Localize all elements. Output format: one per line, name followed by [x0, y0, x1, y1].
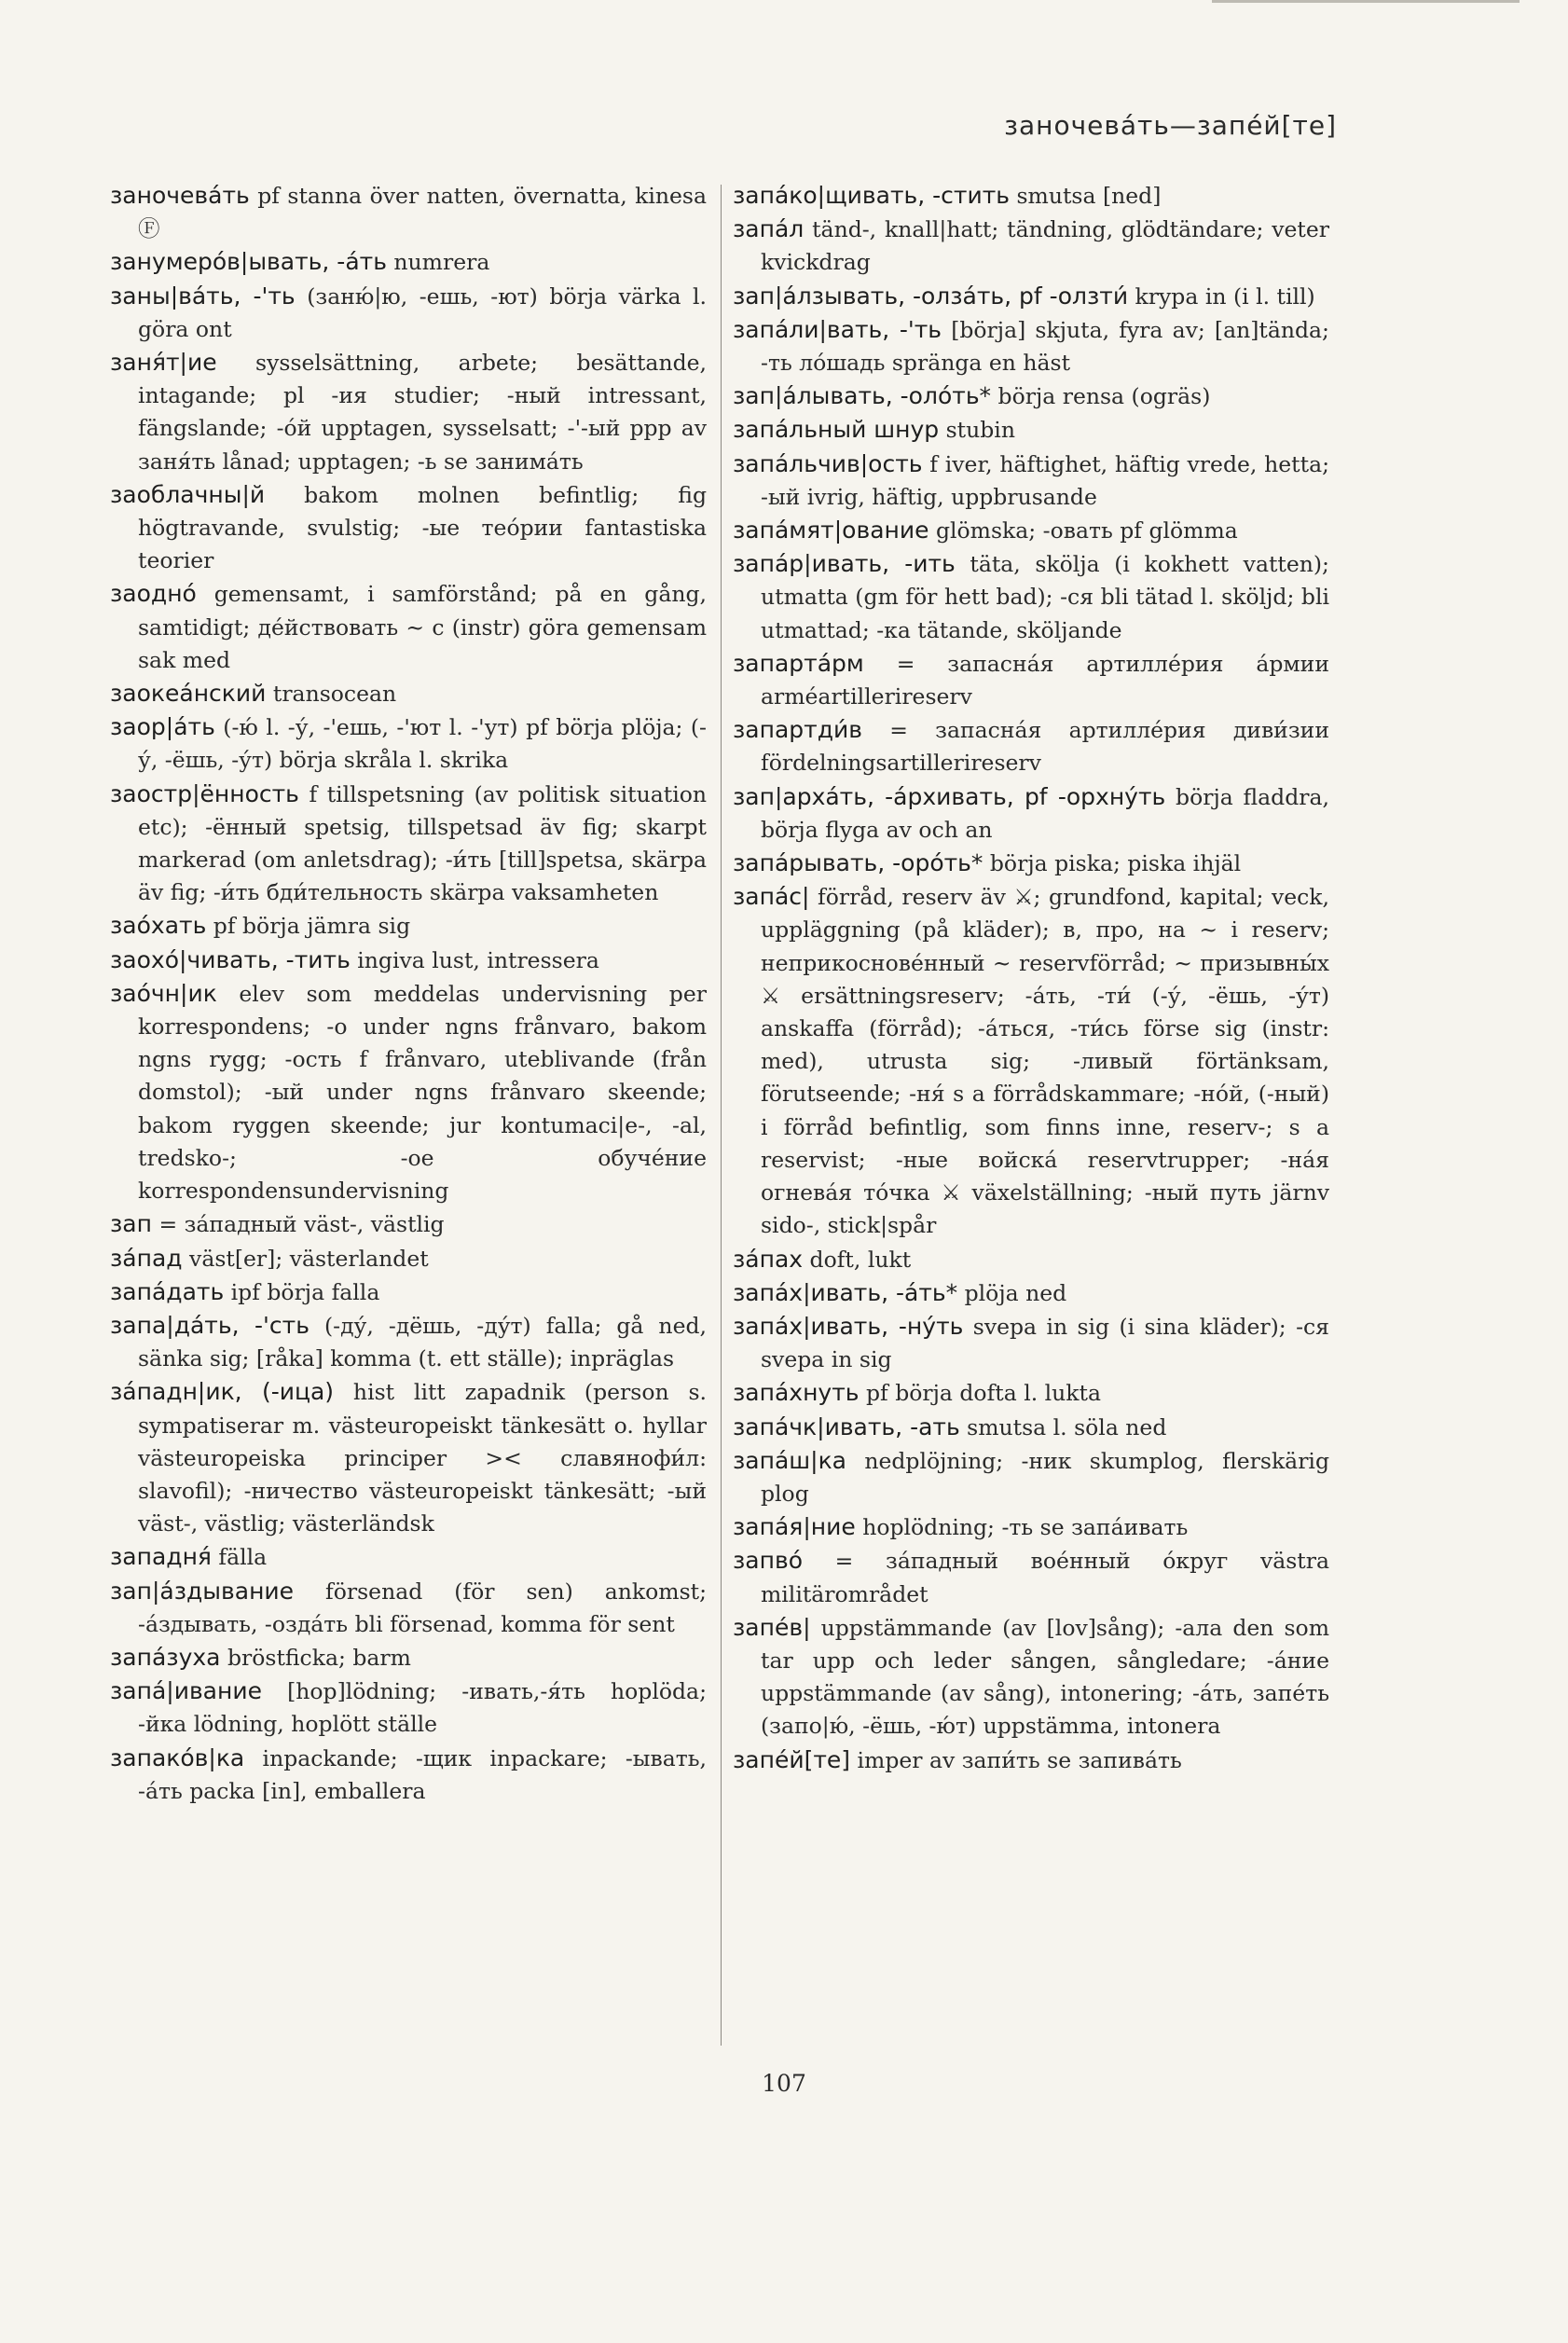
entry-definition: (-ду́, -дёшь, -ду́т) falla; gå ned, sänka sig; [råka] komma (t. ett ställe); inpräglas [138, 1312, 707, 1372]
entry-headword: запа|да́ть, -'сть [110, 1311, 309, 1339]
entry-definition: pf stanna över natten, övernatta, kinesa Ⓕ [138, 183, 707, 242]
entry-definition: förråd, reserv äv ⚔; grundfond, kapital; veck, uppläggning (på kläder); в, про, на ~ i reserv; неприкоснове́нный ~ reservförråd; ~ призывны́х ⚔ ersättningsreserv; -а́ть, -ти́ (-у́, -ёшь, -у́т) anskaffa (förråd); -а́ться, -ти́сь förse sig (instr: med), utrusta sig; -ливый förtänksam, förutseende; -ня́ s a förrådskammare; -но́й, (-ный) i förråd befintlig, som finns inne, reserv-; s a reservist; -ные войска́ reservtrupper; -на́я огнева́я то́чка ⚔ växelställning; -ный путь järnv sido-, stick|spår [761, 884, 1329, 1239]
entry-definition: krypa in (i l. till) [1128, 283, 1315, 310]
dictionary-entry [733, 1743, 1329, 1777]
dictionary-entry [110, 245, 707, 279]
entry-headword: запа́зуха [110, 1643, 221, 1671]
entry-headword: запво́ [733, 1547, 803, 1575]
entry-definition: inpackande; -щик inpackare; -ывать, -а́ть packa [in], emballera [138, 1744, 707, 1804]
dictionary-entry [733, 280, 1329, 313]
entry-definition: numrera [386, 249, 490, 276]
entry-headword: заодно́ [110, 580, 197, 608]
dictionary-entry [110, 179, 707, 245]
running-head: заночева́ть—запе́й[те] [1004, 110, 1337, 141]
dictionary-entry [110, 280, 707, 346]
entry-headword: запе́й[те] [733, 1745, 851, 1773]
entry-headword: зао́чн|ик [110, 979, 217, 1007]
dictionary-entry [110, 778, 707, 910]
entry-headword: запа́с| [733, 883, 810, 911]
entry-headword: запа́льный шнур [733, 416, 940, 444]
entry-definition: smutsa [ned] [1010, 183, 1162, 209]
entry-headword: запа́ко|щивать, -стить [733, 182, 1011, 209]
entry-definition: pf börja dofta l. lukta [859, 1380, 1102, 1407]
dictionary-entry [733, 1444, 1329, 1510]
dictionary-entry [733, 713, 1329, 779]
dictionary-entry [733, 1310, 1329, 1376]
entry-definition: sysselsättning, arbete; besättande, intagande; pl -ия studier; -ный intressant, fängslande; -о́й upptagen, sysselsatt; -'-ый ppp av заня́ть lånad; upptagen; -ь se занима́ть [138, 350, 707, 475]
entry-headword: зап|арха́ть, -а́рхивать, pf -орхну́ть [733, 782, 1166, 810]
dictionary-entry [733, 1510, 1329, 1544]
entry-headword: запа́|ивание [110, 1677, 262, 1705]
dictionary-entry [733, 647, 1329, 713]
dictionary-entry [110, 1375, 707, 1540]
entry-definition: börja rensa (ogräs) [991, 383, 1211, 410]
left-column [110, 179, 707, 1808]
entry-headword: заокеа́нский [110, 680, 267, 708]
dictionary-entry [110, 944, 707, 977]
entry-definition: fälla [211, 1544, 268, 1571]
dictionary-entry [733, 379, 1329, 413]
entry-definition: uppstämmande (av [lov]sång); -ала den som tar upp och leder sången, sångledare; -а́ние uppstämmande (av sång), intonering; -а́ть, запе́ть (запо|ю́, -ёшь, -ю́т) uppstämma, intonera [761, 1614, 1329, 1740]
column-divider [721, 185, 722, 2046]
dictionary-entry [110, 577, 707, 677]
dictionary-entry [733, 313, 1329, 379]
dictionary-entry [733, 1411, 1329, 1444]
dictionary-entry [110, 1742, 707, 1808]
entry-definition: täta, skölja (i kokhett vatten); utmatta (gm för hett bad); -ся bli tätad l. sköljd; bli utmattad; -ка tätande, sköljande [761, 551, 1329, 643]
entry-headword: зап|а́лзывать, -олза́ть, pf -олзти́ [733, 282, 1129, 310]
entry-definition: hist litt zapadnik (person s. sympatiserar m. västeuropeiskt tänkesätt o. hyllar västeuropeiska principer >< славянофи́л: slavofil); -ничество västeuropeiskt tänkesätt; -ый väst-, västlig; västerländsk [138, 1379, 708, 1537]
entry-definition: ipf börja falla [224, 1278, 380, 1305]
entry-definition: elev som meddelas undervisning per korrespondens; -о under ngns frånvaro, bakom ngns rygg; -ость f frånvaro, uteblivande (från domstol); -ый under ngns frånvaro skeende; bakom ryggen skeende; jur kontumaci|e-, -al, tredsko-; -ое обуче́ние korrespondensundervisning [138, 980, 707, 1205]
entry-definition: (-ю́ l. -у́, -'ешь, -'ют l. -'ут) pf börja plöja; (-у́, -ёшь, -у́т) börja skråla l. skrika [138, 714, 707, 774]
entry-headword: запа́дать [110, 1277, 225, 1305]
entry-definition: hoplödning; -ть se запа́ивать [855, 1514, 1189, 1541]
dictionary-entry [733, 1611, 1329, 1743]
dictionary-entry [733, 1544, 1329, 1610]
entry-headword: запа́рывать, -оро́ть* [733, 849, 983, 877]
entry-definition: ingiva lust, intressera [350, 946, 599, 973]
entry-definition: plöja ned [957, 1279, 1067, 1306]
entry-headword: запако́в|ка [110, 1743, 245, 1771]
top-rule [1212, 0, 1520, 3]
entry-definition: börja fladdra, börja flyga av och an [761, 783, 1329, 843]
entry-headword: заны|ва́ть, -'ть [110, 282, 296, 310]
dictionary-entry [110, 1641, 707, 1675]
entry-headword: запа́л [733, 215, 805, 243]
entry-definition: doft, lukt [803, 1246, 912, 1273]
dictionary-entry [733, 547, 1329, 647]
dictionary-entry [110, 1242, 707, 1275]
dictionary-entry [733, 1376, 1329, 1410]
right-column [733, 179, 1329, 1777]
entry-headword: запа́х|ивать, -а́ть* [733, 1278, 958, 1306]
entry-definition: pf börja jämra sig [206, 913, 411, 940]
entry-headword: запа́р|ивать, -ить [733, 550, 956, 578]
entry-headword: заоблачны|й [110, 480, 266, 508]
entry-headword: западня́ [110, 1543, 212, 1571]
entry-headword: запа́льчив|ость [733, 449, 923, 477]
entry-definition: smutsa l. söla ned [959, 1413, 1167, 1440]
entry-headword: запа́ш|ка [733, 1446, 846, 1474]
entry-headword: запа́чк|ивать, -ать [733, 1413, 960, 1440]
entry-definition: bakom molnen befintlig; fig högtravande, svulstig; -ые тео́рии fantastiska teorier [138, 481, 707, 574]
dictionary-entry [733, 448, 1329, 514]
entry-definition: gemensamt, i samförstånd; på en gång, samtidigt; де́йствовать ~ с (instr) göra gemensam sak med [138, 581, 707, 673]
entry-definition: tänd-, knall|hatt; tändning, glödtändare; veter kvickdrag [761, 216, 1329, 276]
entry-headword: зап|а́лывать, -оло́ть* [733, 382, 992, 410]
entry-definition: börja piska; piska ihjäl [983, 850, 1242, 877]
page-number: 107 [762, 2070, 806, 2097]
dictionary-entry [110, 1309, 707, 1375]
dictionary-entry [110, 1575, 707, 1641]
entry-headword: за́падн|ик, (-ица) [110, 1378, 335, 1406]
dictionary-entry [733, 514, 1329, 547]
entry-definition: (заню́|ю, -ешь, -ют) börja värka l. göra ont [138, 283, 707, 342]
entry-definition: = за́падный väst-, västlig [151, 1211, 445, 1238]
dictionary-entry [733, 213, 1329, 279]
dictionary-entry [110, 909, 707, 943]
entry-headword: запарта́рм [733, 649, 864, 677]
entry-definition: f iver, häftighet, häftig vrede, hetta; -ый ivrig, häftig, uppbrusande [761, 450, 1329, 510]
dictionary-entry [110, 1207, 707, 1241]
dictionary-entry [110, 1540, 707, 1574]
dictionary-entry [733, 1276, 1329, 1310]
dictionary-entry [110, 677, 707, 710]
entry-headword: зао́хать [110, 912, 207, 940]
entry-headword: за́пах [733, 1245, 804, 1273]
entry-headword: заостр|ённость [110, 779, 299, 807]
dictionary-entry [110, 977, 707, 1207]
entry-headword: запа́х|ивать, -ну́ть [733, 1312, 964, 1340]
entry-headword: заночева́ть [110, 182, 250, 209]
dictionary-entry [110, 1675, 707, 1741]
entry-headword: занумеро́в|ывать, -а́ть [110, 248, 387, 276]
entry-headword: за́пад [110, 1244, 183, 1272]
entry-definition: imper av запи́ть se запива́ть [850, 1746, 1182, 1773]
dictionary-entry [110, 710, 707, 777]
entry-definition: nedplöjning; -ник skumplog, flerskärig plog [761, 1447, 1329, 1507]
entry-definition: f tillspetsning (av politisk situation etc); -ённый spetsig, tillspetsad äv fig; skarpt markerad (om anletsdrag); -и́ть [till]spetsa, skärpa äv fig; -и́ть бди́тельность skärpa vaksamheten [138, 780, 707, 906]
entry-headword: зап|а́здывание [110, 1577, 295, 1605]
entry-headword: запа́ли|вать, -'ть [733, 315, 942, 343]
dictionary-entry [733, 1243, 1329, 1276]
entry-definition: stubin [939, 417, 1015, 444]
entry-definition: svepa in sig (i sina kläder); -ся svepa in sig [761, 1313, 1329, 1373]
dictionary-entry [110, 1275, 707, 1309]
entry-headword: запа́хнуть [733, 1379, 860, 1407]
entry-definition: [hop]lödning; -ивать,-я́ть hoplöda; -йка lödning, hoplött ställe [138, 1678, 707, 1738]
dictionary-entry [110, 478, 707, 578]
entry-headword: заня́т|ие [110, 349, 217, 377]
entry-headword: заохо́|чивать, -тить [110, 945, 351, 973]
entry-definition: glömska; -овать pf glömma [928, 517, 1238, 544]
entry-definition: = за́падный вое́нный о́круг västra militärområdet [761, 1548, 1329, 1607]
entry-definition: väst[er]; västerlandet [182, 1245, 429, 1272]
dictionary-entry [733, 847, 1329, 880]
dictionary-entry [110, 346, 707, 478]
entry-definition: = запасна́я артилле́рия диви́зии fördelningsartillerireserv [761, 717, 1329, 777]
entry-definition: [börja] skjuta, fyra av; [an]tända; -ть ло́шадь spränga en häst [761, 316, 1329, 377]
entry-definition: bröstficka; barm [220, 1644, 411, 1671]
dictionary-entry [733, 780, 1329, 847]
dictionary-entry [733, 179, 1329, 213]
entry-definition: försenad (för sen) ankomst; -а́здывать, -озда́ть bli försenad, komma för sent [138, 1578, 707, 1637]
entry-headword: заор|а́ть [110, 713, 215, 741]
dictionary-entry [733, 880, 1329, 1242]
entry-definition: = запасна́я артилле́рия а́рмии arméartillerireserv [761, 650, 1329, 710]
entry-headword: запартди́в [733, 716, 862, 744]
dictionary-entry [733, 413, 1329, 447]
entry-headword: запа́я|ние [733, 1513, 856, 1541]
entry-definition: transocean [266, 681, 397, 708]
entry-headword: запа́мят|ование [733, 517, 929, 544]
entry-headword: зап [110, 1210, 152, 1238]
entry-headword: запе́в| [733, 1613, 811, 1641]
